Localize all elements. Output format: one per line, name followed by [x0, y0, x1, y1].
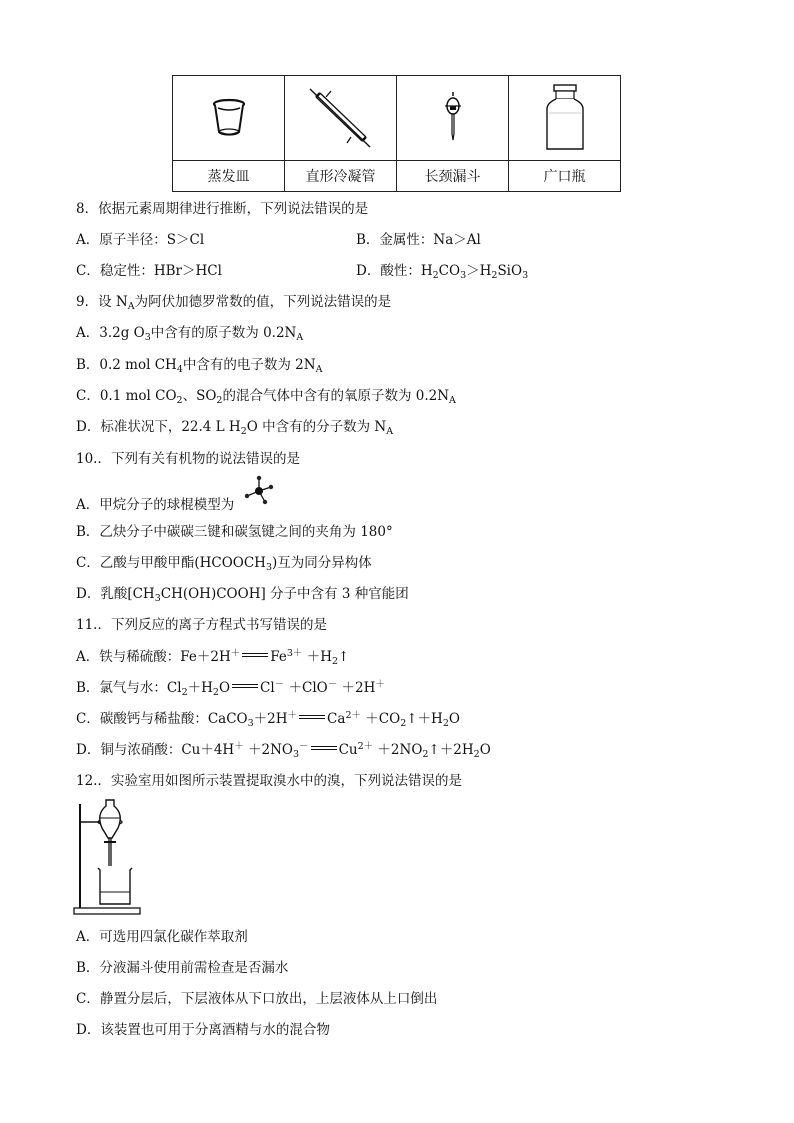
question-10-stem: 10.．下列有关有机物的说法错误的是: [76, 451, 300, 467]
question-11-option-b: B．氯气与水：$Cl_2+H_2O$ Cl－ ＋ClO－ ＋2H＋: [76, 679, 385, 698]
question-9-option-a: A．3.2g $O_3$中含有的原子数为 $0.2N_A$: [76, 325, 304, 343]
long-neck-funnel-icon: [438, 90, 468, 146]
question-12-stem: 12.．实验室用如图所示装置提取溴水中的溴，下列说法错误的是: [76, 773, 462, 789]
question-11-stem: 11.．下列反应的离子方程式书写错误的是: [76, 617, 327, 633]
question-11-option-c: C．碳酸钙与稀盐酸：CaCO$_3$＋2H＋ $Ca^{2+}$ $+CO_2↑+H_2O$: [76, 710, 460, 729]
apparatus-label: 蒸发皿: [173, 161, 285, 192]
wide-mouth-bottle-icon: [543, 83, 587, 153]
question-12-option-d: D．该装置也可用于分离酒精与水的混合物: [76, 1022, 330, 1038]
question-10-option-d: D．乳酸$[CH_3CH(OH)COOH]$ 分子中含有 3 种官能团: [76, 586, 409, 604]
equals-sign-icon: [299, 715, 325, 719]
equals-sign-icon: [232, 684, 258, 688]
separatory-funnel-apparatus-icon: [72, 796, 142, 918]
apparatus-cell-evaporating-dish: [173, 76, 285, 161]
apparatus-cell-funnel: [397, 76, 509, 161]
apparatus-cell-bottle: [509, 76, 621, 161]
apparatus-label: 长颈漏斗: [397, 161, 509, 192]
apparatus-label: 直形冷凝管: [285, 161, 397, 192]
question-9-option-b: B．0.2 mol $CH_4$中含有的电子数为 $2N_A$: [76, 357, 323, 375]
question-12-option-c: C．静置分层后，下层液体从下口放出，上层液体从上口倒出: [76, 991, 438, 1007]
equals-sign-icon: [311, 746, 337, 750]
question-11-option-a: A．铁与稀硫酸：Fe＋2H＋ $Fe^{3+}$ $+H_2↑$: [76, 648, 350, 667]
question-8-option-a: A．原子半径：S＞Cl: [76, 232, 205, 248]
question-12-option-a: A．可选用四氯化碳作萃取剂: [76, 929, 248, 945]
apparatus-table: [172, 75, 621, 192]
evaporating-dish-icon: [209, 96, 249, 140]
question-10-option-a: A．甲烷分子的球棍模型为: [76, 497, 235, 513]
question-9-option-d: D．标准状况下，22.4 L $H_2O$ 中含有的分子数为 $N_A$: [76, 419, 394, 437]
question-8-option-c: C．稳定性：HBr＞HCl: [76, 263, 222, 279]
question-10-option-c: C．乙酸与甲酸甲酯$(HCOOCH_3)$互为同分异构体: [76, 555, 372, 573]
apparatus-label: 广口瓶: [509, 161, 621, 192]
question-10-option-b: B．乙炔分子中碳碳三键和碳氢键之间的夹角为 180°: [76, 524, 393, 540]
question-9-stem: 9．设 $N_A$为阿伏加德罗常数的值，下列说法错误的是: [76, 294, 392, 312]
question-8-option-d: D．酸性：$H_2CO_3>H_2SiO_3$: [356, 263, 529, 281]
question-12-option-b: B．分液漏斗使用前需检查是否漏水: [76, 960, 289, 976]
methane-ball-stick-model-icon: [242, 474, 276, 508]
equals-sign-icon: [242, 653, 268, 657]
straight-condenser-icon: [306, 85, 376, 151]
question-8-stem: 8．依据元素周期律进行推断，下列说法错误的是: [76, 201, 369, 217]
apparatus-cell-condenser: [285, 76, 397, 161]
question-8-option-b: B．金属性：Na＞Al: [356, 232, 481, 248]
question-11-option-d: D．铜与浓硝酸：$Cu+4H^+ +2NO_3^-$ $Cu^{2+}$ $+2NO_2↑+2H_2O$: [76, 741, 491, 760]
question-9-option-c: C．0.1 mol $CO_2$、$SO_2$的混合气体中含有的氧原子数为 $0.2N_A$: [76, 388, 456, 406]
